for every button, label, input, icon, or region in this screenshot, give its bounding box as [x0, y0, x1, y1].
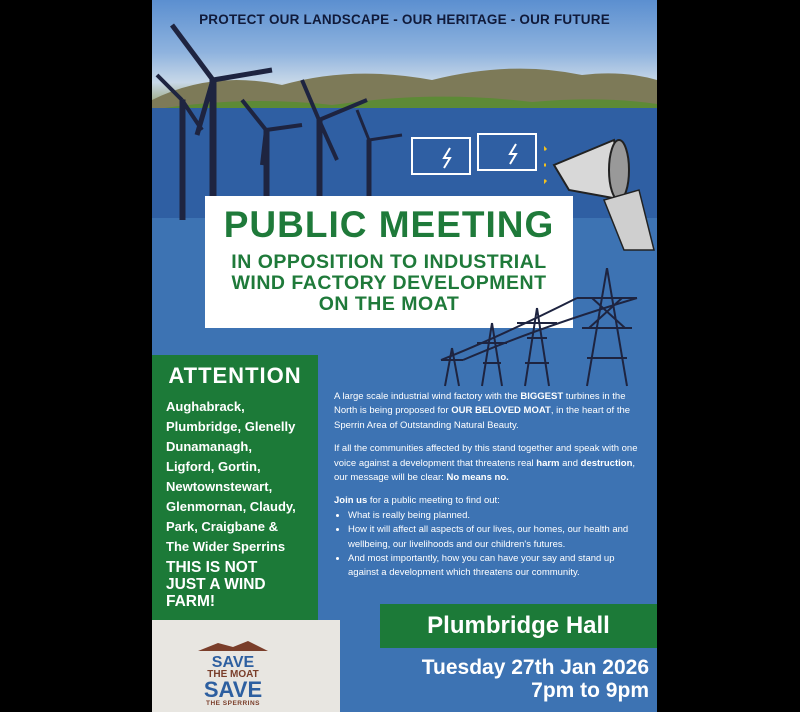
- logo-line: THE MOAT: [207, 669, 259, 680]
- not-just-a-wind-farm-note: [166, 559, 316, 610]
- join-us-paragraph: [334, 494, 644, 508]
- attention-panel: [152, 355, 318, 620]
- body-text: [334, 390, 644, 581]
- place-item: The Wider Sperrins: [166, 539, 286, 554]
- bullet-item: • How it will affect all aspects of our lives, our homes, our health and wellbeing, our livelihoods and our children's futures.: [348, 523, 644, 552]
- bullet-item: • What is really being planned.: [348, 509, 644, 523]
- place-item: Ligford, Gortin,: [166, 459, 261, 474]
- text-span: A large scale industrial wind factory with the: [334, 391, 521, 402]
- logo-line: SAVE: [203, 677, 263, 702]
- bullet-item: • And most importantly, how you can have your say and stand up against a development which threatens our community.: [348, 552, 644, 581]
- place-item: Park, Craigbane &: [166, 519, 278, 534]
- emphasis: Join us: [334, 495, 368, 507]
- emphasis: harm: [536, 457, 560, 469]
- communities-paragraph: [334, 442, 644, 485]
- meeting-date: Tuesday 27th Jan 2026: [421, 656, 649, 679]
- text-span: turbines in the North is being proposed for: [334, 391, 626, 417]
- banner-subtitle-line: ON THE MOAT: [318, 293, 460, 315]
- banner-title: PUBLIC MEETING: [223, 204, 555, 245]
- date-time: [377, 656, 649, 702]
- attention-title: ATTENTION: [168, 363, 302, 388]
- venue-name: Plumbridge Hall: [427, 612, 610, 639]
- places-list: [166, 397, 316, 557]
- text-span: , in the heart of the Sperrin Area of Outstanding Natural Beauty.: [334, 405, 631, 431]
- place-item: Aughabrack,: [166, 399, 245, 414]
- text-span: for a public meeting to find out:: [367, 495, 500, 507]
- battery-storage-icon: [410, 130, 540, 180]
- note-line: JUST A WIND: [166, 576, 266, 593]
- note-line: FARM!: [166, 593, 216, 610]
- logo-line: THE SPERRINS: [205, 700, 261, 707]
- banner-subtitle-line: IN OPPOSITION TO INDUSTRIAL: [231, 251, 547, 273]
- emphasis: BIGGEST: [520, 391, 564, 402]
- bullet-list: [334, 509, 644, 581]
- wind-turbines-icon: [152, 20, 412, 220]
- text-span: and: [559, 457, 581, 469]
- electricity-pylons-icon: [437, 268, 647, 388]
- mountain-logo-icon: [198, 641, 268, 651]
- save-the-moat-logo: [198, 638, 268, 707]
- intro-paragraph: [334, 390, 644, 433]
- note-line: THIS IS NOT: [166, 559, 258, 576]
- emphasis: OUR BELOVED MOAT: [451, 405, 551, 417]
- place-item: Plumbridge, Glenelly: [166, 419, 296, 434]
- place-item: Dunamanagh,: [166, 439, 252, 454]
- place-item: Glenmornan, Claudy,: [166, 499, 296, 514]
- text-span: , our message will be clear:: [334, 457, 636, 484]
- emphasis: destruction: [580, 457, 633, 469]
- venue-banner: [380, 604, 657, 648]
- meeting-time: 7pm to 9pm: [531, 679, 649, 702]
- text-span: If all the communities affected by this stand together and speak with one voice against a development that threatens real: [334, 443, 638, 469]
- banner-subtitle-line: WIND FACTORY DEVELOPMENT: [231, 272, 547, 294]
- poster: [152, 0, 657, 712]
- place-item: Newtownstewart,: [166, 479, 273, 494]
- logo-line: SAVE: [211, 654, 255, 671]
- tagline: PROTECT OUR LANDSCAPE - OUR HERITAGE - OUR FUTURE: [199, 12, 610, 27]
- emphasis: No means no.: [446, 472, 509, 484]
